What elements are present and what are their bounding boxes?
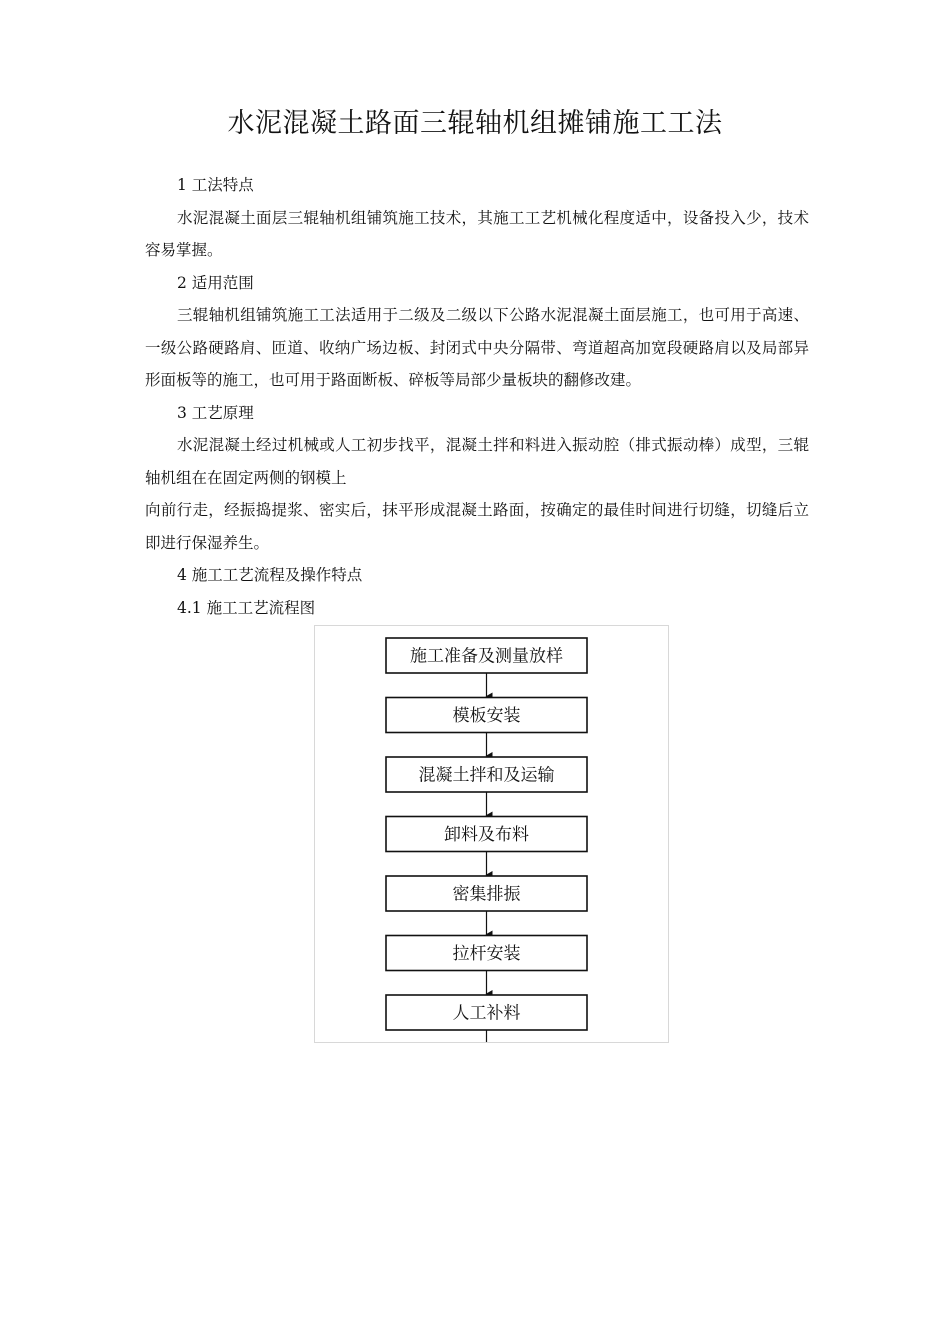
paragraph: 水泥混凝土面层三辊轴机组铺筑施工技术，其施工工艺机械化程度适中，设备投入少，技术容易掌握。	[145, 208, 809, 259]
paragraph: 1 工法特点	[177, 176, 254, 194]
document-title: 水泥混凝土路面三辊轴机组摊铺施工工法	[227, 108, 723, 139]
flow-step-label: 卸料及布料	[444, 825, 529, 845]
flow-step	[386, 817, 587, 852]
paragraph: 4 施工工艺流程及操作特点	[177, 566, 363, 584]
paragraph: 4.1 施工工艺流程图	[177, 598, 316, 617]
paragraph: 向前行走，经振捣提浆、密实后，抹平形成混凝土路面，按确定的最佳时间进行切缝，切缝后立即进行保湿养生。	[145, 501, 809, 552]
flow-step-label: 施工准备及测量放样	[410, 646, 563, 667]
flow-step-label: 拉杆安装	[452, 944, 521, 964]
flow-step-label: 密集排振	[452, 884, 521, 905]
flow-step-label: 混凝土拌和及运输	[418, 765, 555, 786]
paragraph: 2 适用范围	[177, 273, 254, 292]
flow-step	[386, 638, 587, 673]
flow-step	[386, 876, 587, 911]
paragraph: 水泥混凝土经过机械或人工初步找平，混凝土拌和料进入振动腔（排式振动棒）成型，三辊轴机组在在固定两侧的钢模上	[145, 436, 809, 487]
process-flowchart	[314, 625, 669, 1043]
paragraph: 三辊轴机组铺筑施工工法适用于二级及二级以下公路水泥混凝土面层施工，也可用于高速、一级公路硬路肩、匝道、收纳广场边板、封闭式中央分隔带、弯道超高加宽段硬路肩以及局部异形面板等的施工，也可用于路面断板、碎板等局部少量板块的翻修改建。	[145, 306, 809, 389]
flow-step	[386, 757, 587, 792]
flow-step-label: 人工补料	[452, 1003, 521, 1024]
flow-step	[386, 995, 587, 1030]
flow-step	[386, 936, 587, 971]
document-body	[145, 169, 809, 624]
flowchart-canvas	[315, 626, 668, 1042]
paragraph: 3 工艺原理	[177, 403, 254, 422]
flow-step-label: 模板安装	[452, 706, 521, 726]
flow-step	[386, 698, 587, 733]
